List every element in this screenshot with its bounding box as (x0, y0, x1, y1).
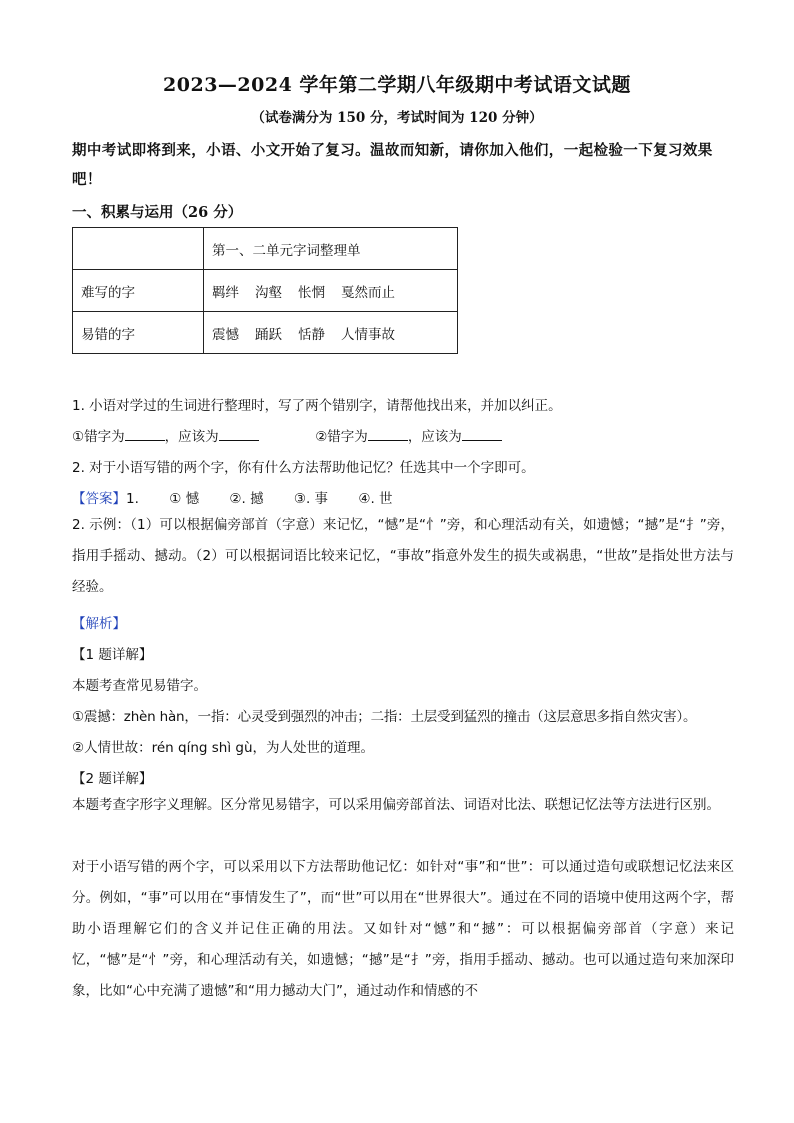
blank-2-prefix: ②错字为 (315, 429, 368, 445)
word-table-row-words (204, 270, 458, 312)
detail-1-item: ①震撼：zhèn hàn，一指：心灵受到强烈的冲击；二指：土层受到猛烈的撞击（这层意思多指自然灾害）。 (72, 709, 697, 725)
answer-blank[interactable] (219, 428, 259, 441)
answer-example: 2. 示例：（1）可以根据偏旁部首（字意）来记忆，“憾”是“忄”旁，和心理活动有关，如遗憾；“撼”是“扌”旁，指用手摇动、撼动。（2）可以根据词语比较来记忆，“事故”指意外发生的损失或祸患，“世故”是指处世方法与经验。 (72, 517, 734, 595)
detail-1-label: 【1 题详解】 (72, 647, 153, 663)
answer-line (72, 487, 732, 507)
question-1-blanks (72, 425, 732, 445)
page-title: 2023—2024 学年第二学期八年级期中考试语文试题 (163, 74, 631, 96)
detail-1-intro: 本题考查常见易错字。 (72, 678, 207, 694)
detail-2-body: 对于小语写错的两个字，可以采用以下方法帮助他记忆：如针对“事”和“世”：可以通过造句或联想记忆法来区分。例如，“事”可以用在“事情发生了”，而“世”可以用在“世界很大”。通过在不同的语境中使用这两个字，帮助小语理解它们的含义并记住正确的用法。又如针对“憾”和“撼”：可以根据偏旁部首（字意）来记忆，“憾”是“忄”旁，和心理活动有关，如遗憾；“撼”是“扌”旁，指用手摇动、撼动。也可以通过造句来加深印象，比如“心中充满了遗憾”和“用力撼动大门”，通过动作和情感的不 (72, 859, 734, 999)
word-item: 沟壑 (255, 284, 282, 301)
answer-blank[interactable] (368, 428, 408, 441)
word-item: 踊跃 (255, 326, 282, 343)
detail-2-label: 【2 题详解】 (72, 771, 153, 787)
answer-blank[interactable] (462, 428, 502, 441)
word-item: 羁绊 (212, 284, 239, 301)
intro-paragraph: 期中考试即将到来，小语、小文开始了复习。温故而知新，请你加入他们，一起检验一下复习效果吧！ (72, 142, 713, 188)
word-item: 人情事故 (341, 326, 395, 343)
answer-item: ① 憾 (169, 491, 200, 507)
word-item: 恬静 (298, 326, 325, 343)
word-table-row (73, 312, 458, 354)
word-table-row (73, 270, 458, 312)
word-table-row-label: 易错的字 (73, 312, 204, 354)
word-table-row-words (204, 312, 458, 354)
blank-1-prefix: ①错字为 (72, 429, 125, 445)
detail-1-item: ②人情世故：rén qíng shì gù，为人处世的道理。 (72, 740, 375, 756)
answer-label: 【答案】 (72, 491, 126, 507)
detail-2-intro: 本题考查字形字义理解。区分常见易错字，可以采用偏旁部首法、词语对比法、联想记忆法等方法进行区别。 (72, 797, 720, 813)
answer-item: ③. 事 (293, 491, 329, 507)
answer-item: ②. 撼 (229, 491, 264, 507)
word-table-corner-cell (73, 228, 204, 270)
answer-blank[interactable] (125, 428, 165, 441)
word-item: 怅惘 (298, 284, 325, 301)
exam-subtitle: （试卷满分为 150 分，考试时间为 120 分钟） (251, 110, 543, 126)
analysis-label: 【解析】 (72, 616, 126, 632)
answer-lead: 1. (126, 491, 139, 507)
word-table-row-label: 难写的字 (73, 270, 204, 312)
word-item: 震憾 (212, 326, 239, 343)
blank-1-mid: ，应该为 (164, 429, 219, 445)
blank-2-mid: ，应该为 (407, 429, 462, 445)
word-table (72, 227, 458, 354)
question-2: 2. 对于小语写错的两个字，你有什么方法帮助他记忆？任选其中一个字即可。 (72, 460, 535, 476)
section-heading: 一、积累与运用（26 分） (72, 204, 243, 221)
word-item: 戛然而止 (341, 284, 395, 301)
answer-item: ④. 世 (358, 491, 393, 507)
word-table-header-cell: 第一、二单元字词整理单 (204, 228, 458, 270)
word-table-header-row (73, 228, 458, 270)
question-1: 1. 小语对学过的生词进行整理时，写了两个错别字，请帮他找出来，并加以纠正。 (72, 398, 562, 414)
